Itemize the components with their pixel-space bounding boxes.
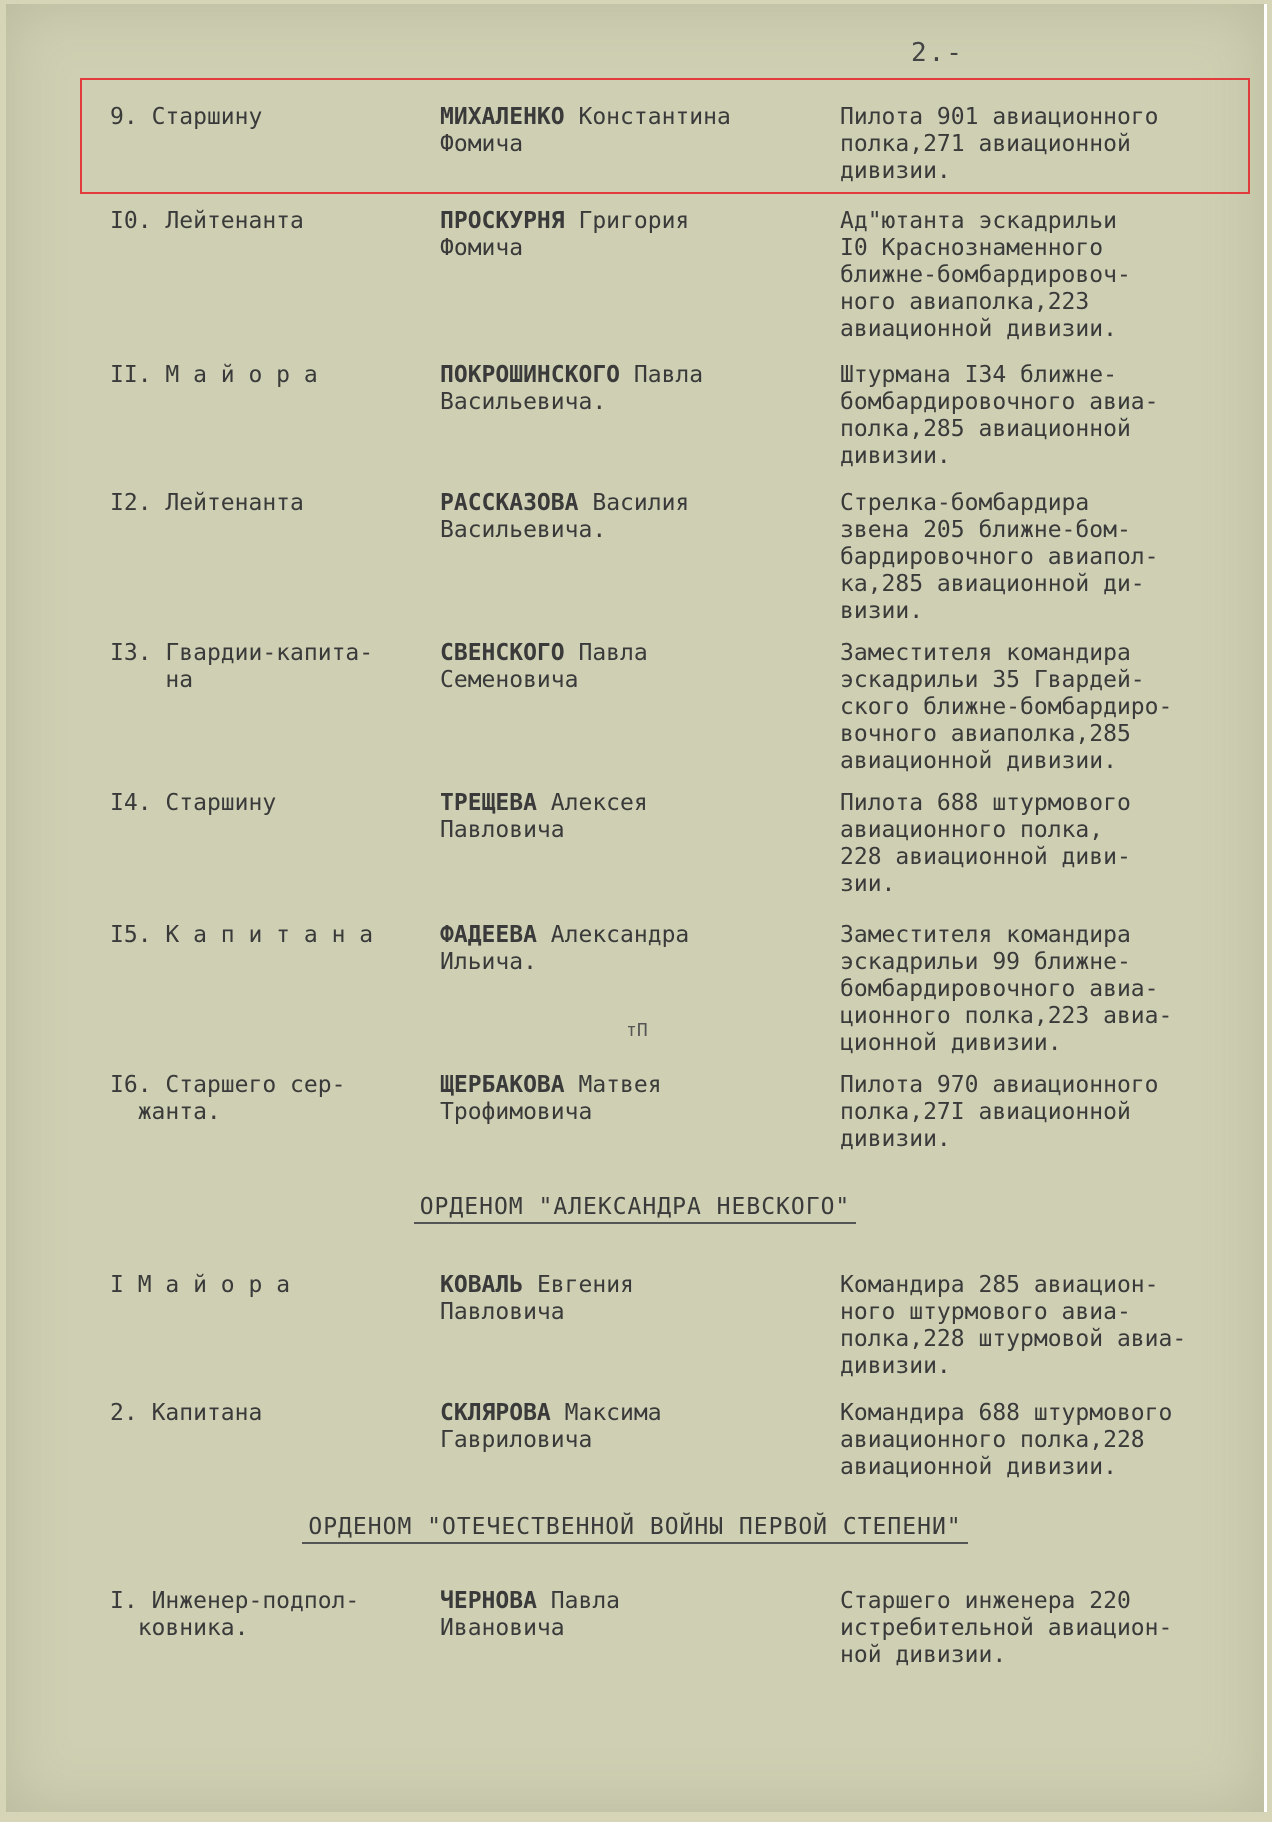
entry-number: 2. <box>110 1400 138 1426</box>
entry-number: II. <box>110 362 152 388</box>
entry-position: Пилота 901 авиационного полка,271 авиационной дивизии. <box>840 104 1159 184</box>
entry-rank-text: М а й о р а <box>137 1272 291 1298</box>
entry-number: I5. <box>110 922 152 948</box>
entry-name <box>440 640 840 694</box>
entry-position: Стрелка-бомбардира звена 205 ближне-бом- бардировочного авиапол- ка,285 авиационной ди- визии. <box>840 490 1159 624</box>
entry-rank <box>110 1400 430 1427</box>
entry-rank <box>110 104 430 131</box>
entry-name <box>440 1400 840 1454</box>
heading-nevsky-order <box>6 1194 1264 1224</box>
entry-name <box>440 1272 840 1326</box>
entry-position: Пилота 970 авиационного полка,27I авиационной дивизии. <box>840 1072 1159 1152</box>
entry-surname: ЩЕРБАКОВА <box>440 1072 565 1098</box>
entry-patronymic: Семеновича <box>440 667 579 693</box>
stray-mark: тП <box>626 1020 648 1041</box>
entry-surname: СВЕНСКОГО <box>440 640 565 666</box>
entry-patronymic: Фомича <box>440 235 524 261</box>
entry-number: I. <box>110 1588 138 1614</box>
entry-name <box>440 490 840 544</box>
entry-surname: ПРОСКУРНЯ <box>440 208 565 234</box>
entry-rank-text: Гвардии-капита- на <box>165 640 374 693</box>
entry-rank <box>110 490 430 517</box>
entry-number: I3. <box>110 640 152 666</box>
entry-number: I6. <box>110 1072 152 1098</box>
entry-patronymic: Ивановича <box>440 1615 565 1641</box>
entry-surname: РАССКАЗОВА <box>440 490 579 516</box>
entry-rank-text: М а й о р а <box>165 362 318 388</box>
entry-rank <box>110 208 430 235</box>
entry-rank-text: Старшину <box>165 790 277 816</box>
entry-name <box>440 1588 840 1642</box>
entry-given-name: Евгения <box>536 1272 634 1298</box>
entry-name <box>440 1072 840 1126</box>
entry-position: Заместителя командира эскадрильи 99 ближне- бомбардировочного авиа- ционного полка,223 авиа- ционной дивизии. <box>840 922 1173 1056</box>
entry-name <box>440 790 840 844</box>
entry-surname: СКЛЯРОВА <box>440 1400 551 1426</box>
document-sheet <box>6 4 1267 1812</box>
entry-position: Командира 285 авиацион- ного штурмового авиа- полка,228 штурмовой авиа- дивизии. <box>840 1272 1187 1379</box>
entry-given-name: Григория <box>578 208 690 234</box>
entry-rank <box>110 640 430 694</box>
entry-patronymic: Гавриловича <box>440 1427 593 1453</box>
entry-position: Старшего инженера 220 истребительной авиацион- ной дивизии. <box>840 1588 1173 1668</box>
entry-rank <box>110 922 430 949</box>
entry-position: Заместителя командира эскадрильи 35 Гвардей- ского ближне-бомбардиро- вочного авиаполка,285 авиационной дивизии. <box>840 640 1173 774</box>
entry-surname: ТРЕЩЕВА <box>440 790 537 816</box>
entry-patronymic: Трофимовича <box>440 1099 593 1125</box>
entry-rank-text: Лейтенанта <box>165 208 304 234</box>
entry-rank <box>110 362 430 389</box>
entry-rank <box>110 1588 430 1642</box>
heading-patriotic-war-order-text: ОРДЕНОМ "ОТЕЧЕСТВЕННОЙ ВОЙНЫ ПЕРВОЙ СТЕПЕНИ" <box>302 1514 967 1544</box>
entry-given-name: Александра <box>550 922 690 948</box>
entry-patronymic: Ильича. <box>440 949 537 975</box>
entry-given-name: Константина <box>578 104 731 130</box>
entry-given-name: Максима <box>564 1400 662 1426</box>
entry-rank-text: Инженер-подпол- ковника. <box>137 1588 360 1641</box>
entry-surname: ФАДЕЕВА <box>440 922 537 948</box>
entry-patronymic: Васильевича. <box>440 517 607 543</box>
entry-rank-text: Капитана <box>151 1400 263 1426</box>
entry-name <box>440 922 840 976</box>
entry-given-name: Алексея <box>550 790 648 816</box>
entry-patronymic: Павловича <box>440 817 565 843</box>
entry-rank <box>110 1072 430 1126</box>
entry-given-name: Василия <box>592 490 690 516</box>
entry-rank <box>110 1272 430 1299</box>
entry-given-name: Павла <box>550 1588 621 1614</box>
page-number: 2.- <box>911 38 964 68</box>
entry-name <box>440 208 840 262</box>
entry-patronymic: Павловича <box>440 1299 565 1325</box>
entry-position: Командира 688 штурмового авиационного полка,228 авиационной дивизии. <box>840 1400 1173 1480</box>
entry-number: I <box>110 1272 124 1298</box>
entry-number: 9. <box>110 104 138 130</box>
entry-position: Пилота 688 штурмового авиационного полка, 228 авиационной диви- зии. <box>840 790 1131 897</box>
entry-number: I2. <box>110 490 152 516</box>
entry-name <box>440 104 840 158</box>
entry-patronymic: Фомича <box>440 131 524 157</box>
heading-patriotic-war-order <box>6 1514 1264 1544</box>
entry-number: I0. <box>110 208 152 234</box>
entry-rank-text: К а п и т а н а <box>165 922 374 948</box>
entry-given-name: Матвея <box>578 1072 662 1098</box>
entry-number: I4. <box>110 790 152 816</box>
entry-position: Ад"ютанта эскадрильи I0 Краснознаменного ближне-бомбардировоч- ного авиаполка,223 авиационной дивизии. <box>840 208 1131 342</box>
entry-surname: МИХАЛЕНКО <box>440 104 565 130</box>
entry-given-name: Павла <box>578 640 648 666</box>
entry-rank <box>110 790 430 817</box>
entry-surname: ЧЕРНОВА <box>440 1588 537 1614</box>
entry-surname: ПОКРОШИНСКОГО <box>440 362 621 388</box>
heading-nevsky-order-text: ОРДЕНОМ "АЛЕКСАНДРА НЕВСКОГО" <box>414 1194 857 1224</box>
entry-rank-text: Старшину <box>151 104 263 130</box>
entry-rank-text: Лейтенанта <box>165 490 304 516</box>
entry-rank-text: Старшего сер- жанта. <box>137 1072 346 1125</box>
entry-patronymic: Васильевича. <box>440 389 607 415</box>
entry-given-name: Павла <box>633 362 704 388</box>
entry-surname: КОВАЛЬ <box>440 1272 524 1298</box>
entry-position: Штурмана I34 ближне- бомбардировочного авиа- полка,285 авиационной дивизии. <box>840 362 1159 469</box>
entry-name <box>440 362 840 416</box>
